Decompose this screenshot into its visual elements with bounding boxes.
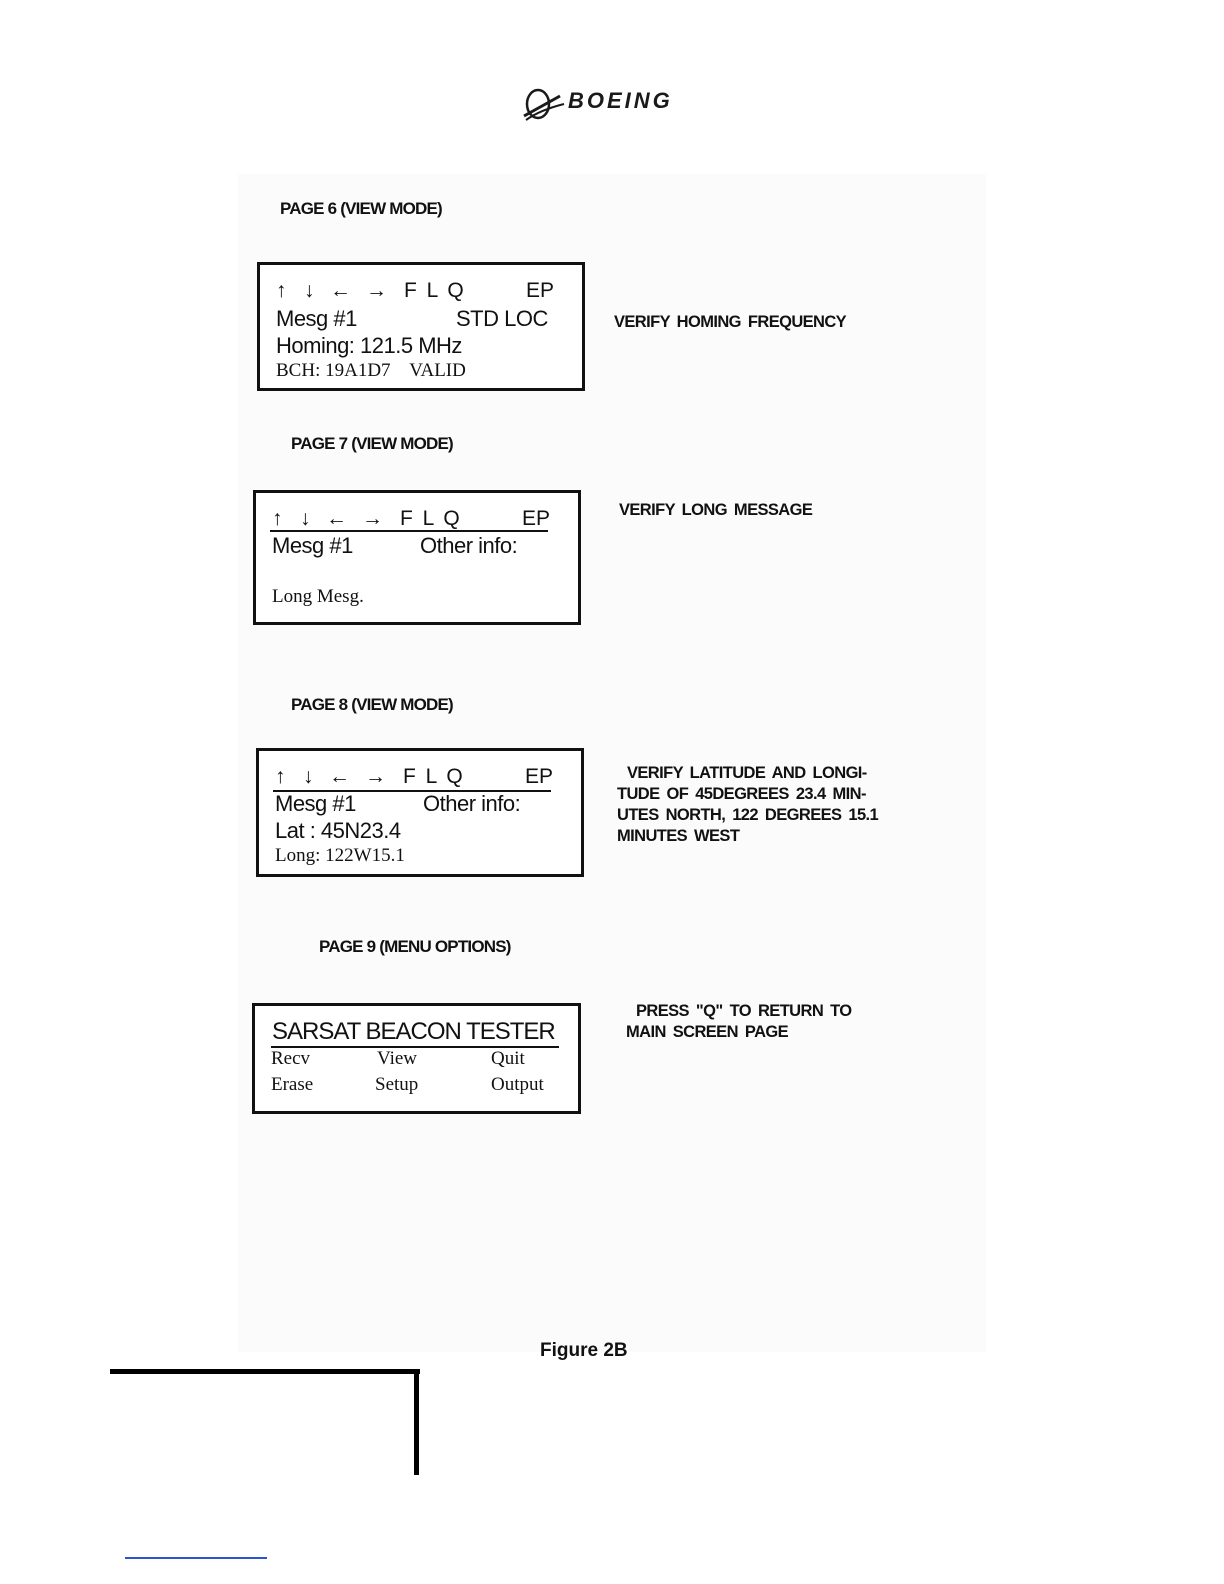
menu-erase: Erase bbox=[271, 1074, 314, 1095]
note-line: MINUTES WEST bbox=[617, 827, 740, 845]
ep-label: EP bbox=[522, 507, 551, 530]
right-arrow-icon: → bbox=[366, 279, 387, 302]
nav-keys: F L Q bbox=[403, 765, 463, 788]
nav-row bbox=[273, 765, 553, 791]
page-6-note: VERIFY HOMING FREQUENCY bbox=[614, 313, 847, 331]
boeing-symbol-icon bbox=[520, 84, 568, 124]
page-7-note: VERIFY LONG MESSAGE bbox=[619, 501, 813, 519]
homing-frequency: Homing: 121.5 MHz bbox=[276, 333, 462, 358]
left-arrow-icon: ← bbox=[329, 765, 350, 788]
mesg-type: STD LOC bbox=[456, 306, 548, 331]
note-line: VERIFY LATITUDE AND LONGI- bbox=[627, 764, 867, 782]
page-6-lcd-screen bbox=[257, 262, 585, 391]
menu-title: SARSAT BEACON TESTER bbox=[272, 1018, 555, 1045]
up-arrow-icon: ↑ bbox=[276, 279, 287, 302]
nav-keys: F L Q bbox=[404, 279, 464, 302]
long-mesg-line: Long Mesg. bbox=[272, 586, 364, 607]
footer-link-underline bbox=[125, 1557, 267, 1559]
page-9-lcd-screen bbox=[252, 1003, 581, 1114]
down-arrow-icon: ↓ bbox=[300, 507, 311, 530]
left-arrow-icon: ← bbox=[326, 507, 347, 530]
figure-caption: Figure 2B bbox=[540, 1340, 628, 1361]
up-arrow-icon: ↑ bbox=[272, 507, 283, 530]
right-arrow-icon: → bbox=[362, 507, 383, 530]
nav-keys: F L Q bbox=[400, 507, 460, 530]
right-arrow-icon: → bbox=[365, 765, 386, 788]
note-line: PRESS "Q" TO RETURN TO bbox=[636, 1002, 852, 1020]
menu-view: View bbox=[377, 1048, 418, 1069]
up-arrow-icon: ↑ bbox=[275, 765, 286, 788]
mesg-type: Other info: bbox=[420, 533, 518, 558]
nav-underline bbox=[270, 530, 548, 532]
mesg-number: Mesg #1 bbox=[272, 533, 353, 558]
page-8-lcd-screen bbox=[256, 748, 584, 877]
menu-recv: Recv bbox=[271, 1048, 311, 1069]
note-line: MAIN SCREEN PAGE bbox=[626, 1023, 789, 1041]
ep-label: EP bbox=[525, 765, 554, 788]
mesg-number: Mesg #1 bbox=[276, 306, 357, 331]
page-7-lcd-screen bbox=[253, 490, 581, 625]
corner-rule-vertical bbox=[414, 1369, 419, 1475]
corner-rule-horizontal bbox=[110, 1369, 420, 1374]
mesg-type: Other info: bbox=[423, 791, 521, 816]
boeing-wordmark: BOEING bbox=[568, 88, 673, 113]
menu-quit: Quit bbox=[491, 1048, 525, 1069]
latitude-line: Lat : 45N23.4 bbox=[275, 818, 401, 843]
down-arrow-icon: ↓ bbox=[304, 279, 315, 302]
ep-label: EP bbox=[526, 279, 555, 302]
note-line: UTES NORTH, 122 DEGREES 15.1 bbox=[617, 806, 879, 824]
left-arrow-icon: ← bbox=[330, 279, 351, 302]
longitude-line: Long: 122W15.1 bbox=[275, 845, 405, 866]
menu-setup: Setup bbox=[375, 1074, 419, 1095]
bch-status: BCH: 19A1D7 VALID bbox=[276, 360, 466, 381]
page-9-label: PAGE 9 (MENU OPTIONS) bbox=[319, 937, 511, 956]
boeing-logo bbox=[520, 84, 700, 124]
nav-row bbox=[274, 279, 554, 305]
menu-output: Output bbox=[491, 1074, 544, 1095]
mesg-number: Mesg #1 bbox=[275, 791, 356, 816]
note-line: TUDE OF 45DEGREES 23.4 MIN- bbox=[617, 785, 866, 803]
down-arrow-icon: ↓ bbox=[303, 765, 314, 788]
page-8-label: PAGE 8 (VIEW MODE) bbox=[291, 695, 453, 714]
page-6-label: PAGE 6 (VIEW MODE) bbox=[280, 199, 442, 218]
page-7-label: PAGE 7 (VIEW MODE) bbox=[291, 434, 453, 453]
